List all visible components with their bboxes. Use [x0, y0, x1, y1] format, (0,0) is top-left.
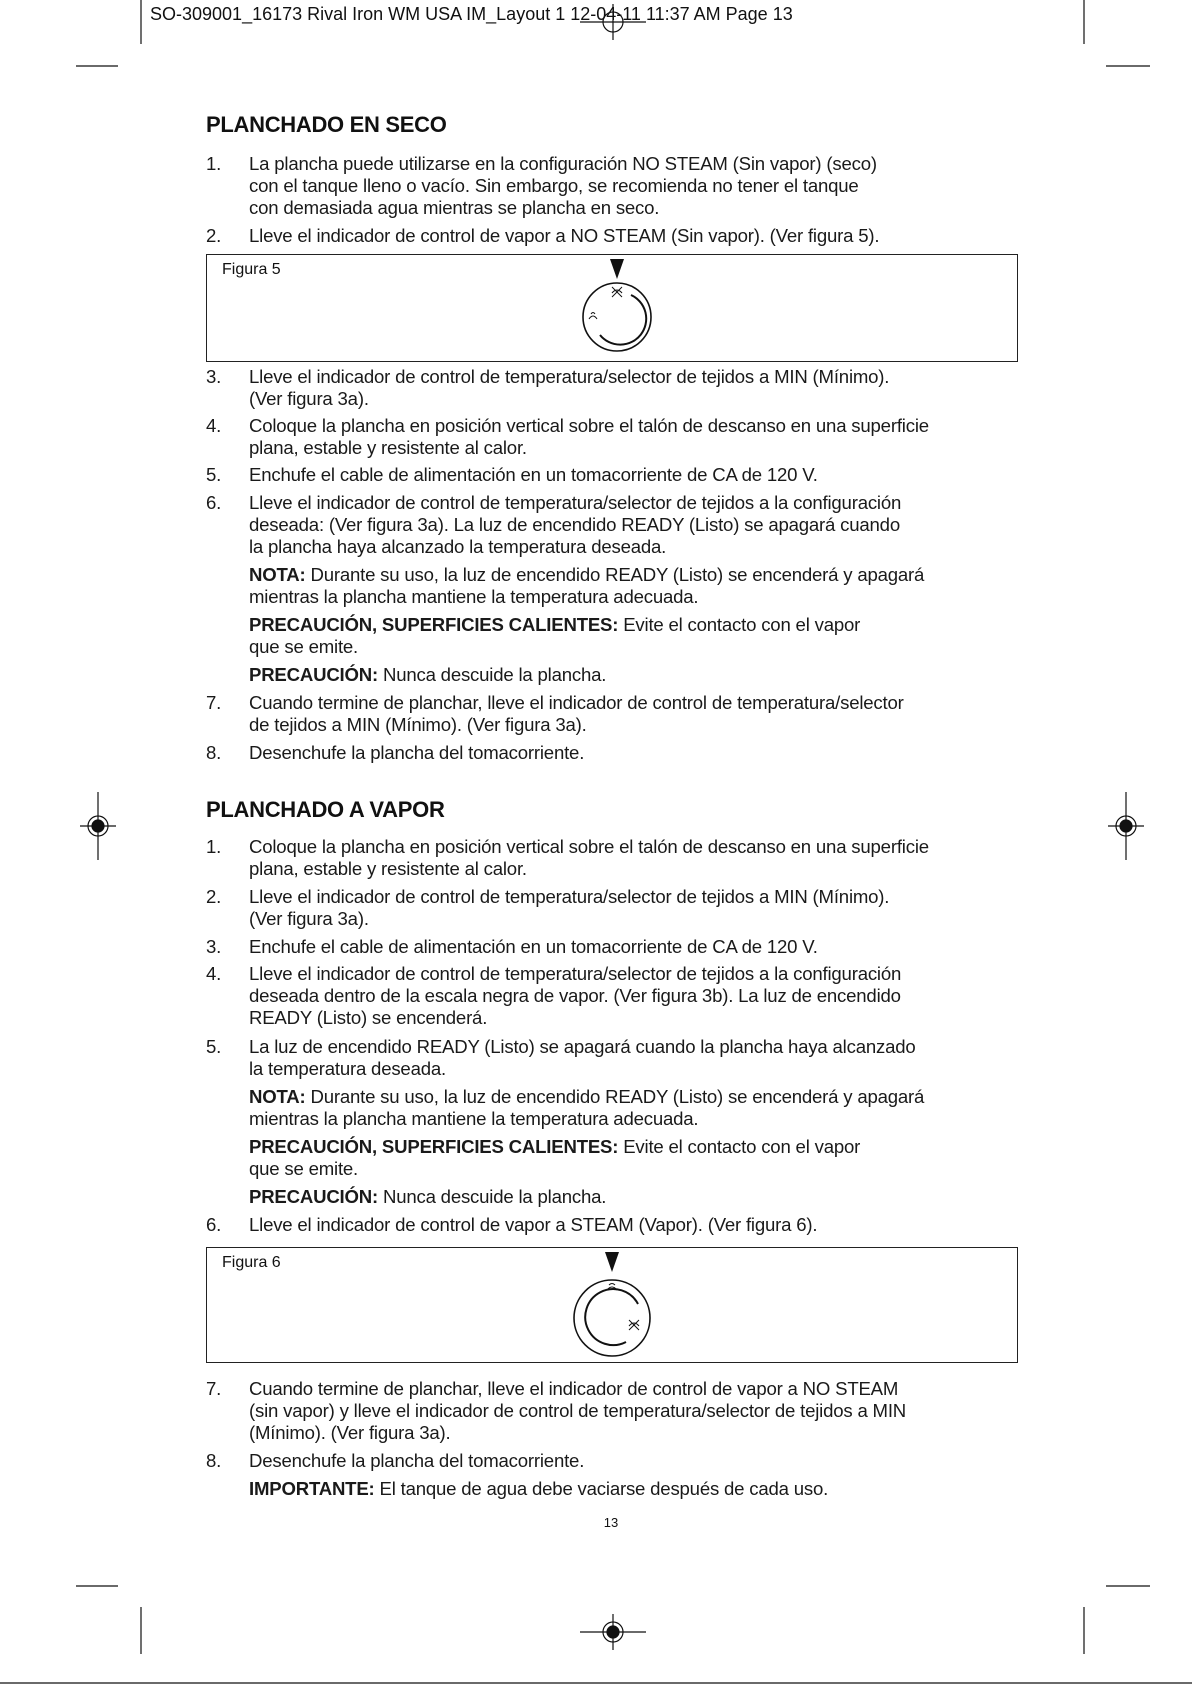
figure-label: Figura 5 — [222, 261, 281, 278]
list-item-line: Cuando termine de planchar, lleve el indicador de control de temperatura/selector — [249, 692, 904, 713]
list-item-number: 1. — [206, 836, 222, 857]
list-item-line: Lleve el indicador de control de temperatura/selector de tejidos a la configuración — [249, 492, 902, 513]
page-number: 13 — [603, 1515, 619, 1530]
list-item-line: Desenchufe la plancha del tomacorriente. — [249, 742, 585, 763]
caution-text: Evite el contacto con el vapor — [618, 1136, 861, 1157]
list-item-line: de tejidos a MIN (Mínimo). (Ver figura 3a). — [249, 714, 587, 735]
caution-text: que se emite. — [249, 1158, 359, 1179]
list-item-line: la plancha haya alcanzado la temperatura deseada. — [249, 536, 667, 557]
list-item-number: 8. — [206, 1450, 222, 1471]
note-block — [249, 564, 1026, 608]
list-item-line: Lleve el indicador de control de temperatura/selector de tejidos a MIN (Mínimo). — [249, 366, 890, 387]
caution-label: PRECAUCIÓN: — [249, 664, 378, 685]
figure-label: Figura 6 — [222, 1254, 281, 1271]
list-item-line: deseada dentro de la escala negra de vapor. (Ver figura 3b). La luz de encendido — [249, 985, 901, 1006]
list-item-line: (Mínimo). (Ver figura 3a). — [249, 1422, 451, 1443]
caution-label: PRECAUCIÓN: — [249, 1186, 378, 1207]
list-item-line: con demasiada agua mientras se plancha en seco. — [249, 197, 660, 218]
list-item-number: 6. — [206, 1214, 222, 1235]
registration-mark-left — [80, 792, 116, 860]
list-item-line: La plancha puede utilizarse en la configuración NO STEAM (Sin vapor) (seco) — [249, 153, 877, 174]
note-text: Durante su uso, la luz de encendido READY (Listo) se encenderá y apagará — [305, 564, 925, 585]
list-item-line: deseada: (Ver figura 3a). La luz de encendido READY (Listo) se apagará cuando — [249, 514, 900, 535]
note-label: NOTA: — [249, 564, 306, 585]
list-item-number: 8. — [206, 742, 222, 763]
list-item-number: 3. — [206, 366, 222, 387]
list-item-number: 2. — [206, 225, 222, 246]
caution-text: Nunca descuide la plancha. — [378, 664, 607, 685]
list-item-line: plana, estable y resistente al calor. — [249, 437, 527, 458]
figure-6-box — [206, 1247, 1018, 1363]
list-item-number: 7. — [206, 1378, 222, 1399]
caution-text: Nunca descuide la plancha. — [378, 1186, 607, 1207]
caution-label: PRECAUCIÓN, SUPERFICIES CALIENTES: — [249, 614, 619, 635]
note-text: mientras la plancha mantiene la temperatura adecuada. — [249, 1108, 699, 1129]
caution-text: que se emite. — [249, 636, 359, 657]
list-item-line: Coloque la plancha en posición vertical sobre el talón de descanso en una superficie — [249, 415, 929, 436]
list-item-number: 7. — [206, 692, 222, 713]
list-item-number: 6. — [206, 492, 222, 513]
list-item-line: (Ver figura 3a). — [249, 908, 369, 929]
steam-dial-no-steam-icon — [577, 257, 657, 359]
note-block — [249, 1086, 1026, 1130]
list-item-line: Cuando termine de planchar, lleve el indicador de control de vapor a NO STEAM — [249, 1378, 899, 1399]
caution-block — [249, 664, 1026, 686]
caution-text: Evite el contacto con el vapor — [618, 614, 861, 635]
list-item-number: 1. — [206, 153, 222, 174]
important-block — [249, 1478, 1026, 1500]
caution-block — [249, 1186, 1026, 1208]
caution-block — [249, 614, 1026, 658]
list-item-line: (sin vapor) y lleve el indicador de control de temperatura/selector de tejidos a MIN — [249, 1400, 907, 1421]
list-item-line: Enchufe el cable de alimentación en un tomacorriente de CA de 120 V. — [249, 936, 818, 957]
list-item-line: la temperatura deseada. — [249, 1058, 446, 1079]
registration-mark-bottom — [580, 1614, 646, 1650]
list-item-number: 3. — [206, 936, 222, 957]
important-label: IMPORTANTE: — [249, 1478, 375, 1499]
note-text: Durante su uso, la luz de encendido READY (Listo) se encenderá y apagará — [305, 1086, 925, 1107]
section-title-dry-ironing: PLANCHADO EN SECO — [206, 112, 447, 137]
list-item-line: Desenchufe la plancha del tomacorriente. — [249, 1450, 585, 1471]
note-text: mientras la plancha mantiene la temperatura adecuada. — [249, 586, 699, 607]
list-item-number: 4. — [206, 415, 222, 436]
important-text: El tanque de agua debe vaciarse después de cada uso. — [374, 1478, 829, 1499]
list-item-number: 4. — [206, 963, 222, 984]
list-item-line: con el tanque lleno o vacío. Sin embargo, se recomienda no tener el tanque — [249, 175, 859, 196]
caution-block — [249, 1136, 1026, 1180]
list-item-line: Enchufe el cable de alimentación en un tomacorriente de CA de 120 V. — [249, 464, 818, 485]
section-title-steam-ironing: PLANCHADO A VAPOR — [206, 797, 445, 822]
list-item-number: 5. — [206, 1036, 222, 1057]
note-label: NOTA: — [249, 1086, 306, 1107]
list-item-line: plana, estable y resistente al calor. — [249, 858, 527, 879]
list-item-number: 2. — [206, 886, 222, 907]
list-item-line: Lleve el indicador de control de temperatura/selector de tejidos a MIN (Mínimo). — [249, 886, 890, 907]
list-item-number: 5. — [206, 464, 222, 485]
registration-mark-right — [1108, 792, 1144, 860]
printer-slug-line: SO-309001_16173 Rival Iron WM USA IM_Layout 1 12-04-11 11:37 AM Page 13 — [150, 4, 793, 24]
figure-5-box — [206, 254, 1018, 362]
list-item-line: Lleve el indicador de control de temperatura/selector de tejidos a la configuración — [249, 963, 902, 984]
list-item-line: Lleve el indicador de control de vapor a NO STEAM (Sin vapor). (Ver figura 5). — [249, 225, 880, 246]
list-item-line: READY (Listo) se encenderá. — [249, 1007, 488, 1028]
caution-label: PRECAUCIÓN, SUPERFICIES CALIENTES: — [249, 1136, 619, 1157]
list-item-line: Lleve el indicador de control de vapor a STEAM (Vapor). (Ver figura 6). — [249, 1214, 818, 1235]
steam-dial-steam-icon — [567, 1250, 657, 1360]
list-item-line: (Ver figura 3a). — [249, 388, 369, 409]
list-item-line: Coloque la plancha en posición vertical sobre el talón de descanso en una superficie — [249, 836, 929, 857]
list-item-line: La luz de encendido READY (Listo) se apagará cuando la plancha haya alcanzado — [249, 1036, 916, 1057]
